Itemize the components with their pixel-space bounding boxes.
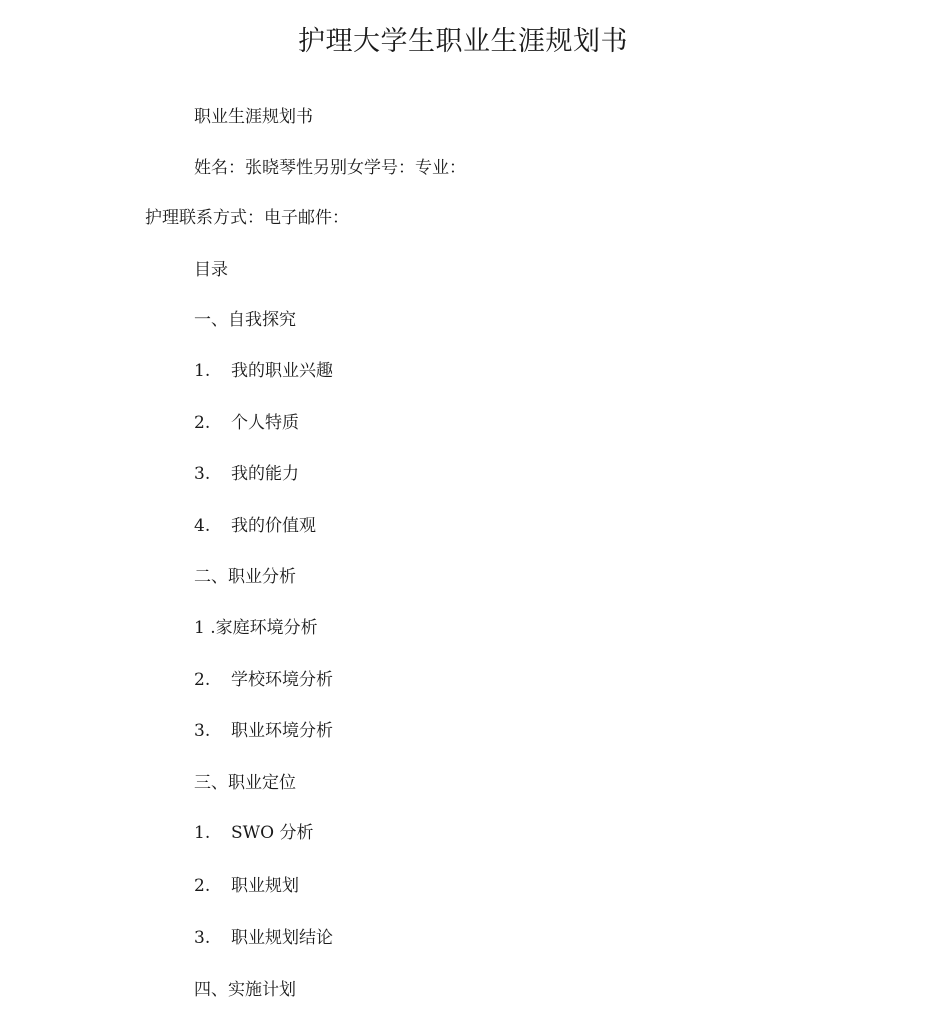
toc-item-number: 2. [194,670,211,690]
toc-item-text: 二、职业分析 [194,567,296,587]
toc-section-heading [194,771,296,795]
toc-item [194,514,316,538]
document-subtitle: 职业生涯规划书 [194,107,313,127]
toc-heading: 目录 [194,260,228,280]
toc-item-text: 职业环境分析 [231,721,333,741]
toc-item-text: 一、自我探究 [194,310,296,330]
toc-item-text: 我的职业兴趣 [231,361,333,381]
toc-item-text: 个人特质 [231,413,299,433]
toc-section-heading [194,565,296,589]
toc-section-heading [194,978,296,1002]
toc-item-text: 四、实施计划 [194,980,296,1000]
toc-item-text: 我的价值观 [231,516,316,536]
personal-info-line: 姓名：张晓琴性另别女学号：专业： [194,158,466,178]
toc-section-heading [194,308,296,332]
toc-item-number: 1. [194,823,211,843]
toc-item [194,719,333,743]
toc-item-text: 我的能力 [231,464,299,484]
toc-item [194,411,299,435]
toc-item-number: 1 . [194,618,216,638]
toc-item [194,359,333,383]
toc-item-text: 家庭环境分析 [215,618,318,638]
toc-item-number: 2. [194,876,211,896]
toc-item-text: 学校环境分析 [231,670,333,690]
toc-item [194,926,333,950]
toc-item-number: 3. [194,721,211,741]
toc-item-text: SWO 分析 [231,823,314,843]
toc-item [194,462,299,486]
toc-item [194,821,313,845]
toc-item [194,668,333,692]
toc-item [194,616,318,640]
toc-item-number: 3. [194,464,211,484]
toc-item [194,874,299,898]
toc-item-number: 2. [194,413,211,433]
toc-item-text: 职业规划结论 [231,928,333,948]
toc-item-text: 职业规划 [231,876,299,896]
toc-item-number: 3. [194,928,211,948]
toc-item-number: 4. [194,516,211,536]
toc-item-text: 三、职业定位 [194,773,296,793]
contact-info-line: 护理联系方式：电子邮件： [145,208,349,228]
toc-item-number: 1. [194,361,211,381]
document-title: 护理大学生职业生涯规划书 [298,26,628,57]
